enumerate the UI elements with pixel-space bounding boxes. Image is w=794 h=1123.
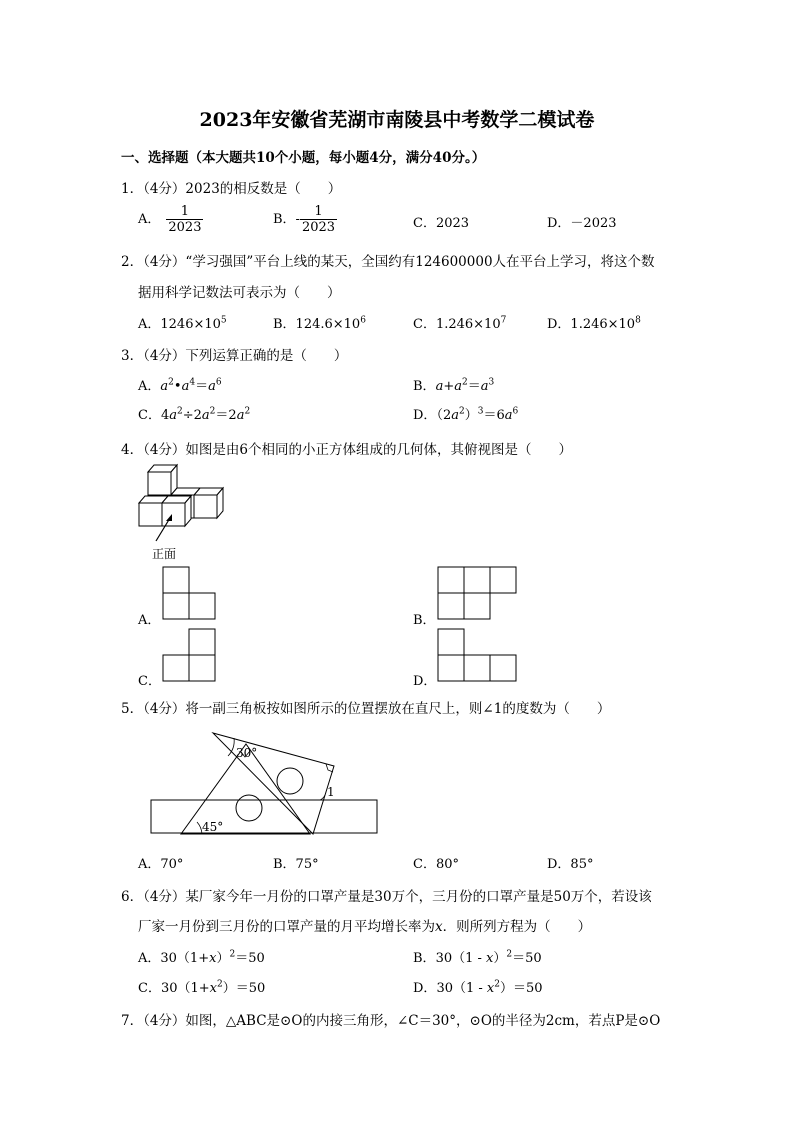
q5-option-b: B．75°: [273, 857, 319, 872]
q6-option-a: [138, 947, 265, 966]
q3-option-a: [138, 375, 222, 394]
q6-line-2-pre: 厂家一月份到三月份的口罩产量的月平均增长率为: [138, 919, 435, 935]
q2-option-a: [138, 313, 227, 332]
front-label: 正面: [152, 547, 177, 561]
question-2-line-1: 2．（4分）“学习强国”平台上线的某天，全国约有124600000人在平台上学习，将这个数: [121, 254, 655, 270]
angle-1-label: 1: [327, 785, 335, 799]
q6-line-2-post: ．则所列方程为（ ）: [442, 919, 592, 935]
question-4-stem: 4．（4分）如图是由6个相同的小正方体组成的几何体，其俯视图是（ ）: [121, 442, 573, 458]
section-heading: 一、选择题（本大题共10个小题，每小题4分，满分40分。）: [121, 150, 486, 166]
question-6-line-1: 6．（4分）某厂家今年一月份的口罩产量是30万个，三月份的口罩产量是50万个，若设该: [121, 889, 652, 905]
q6-option-c: [138, 977, 265, 996]
circle-hole-2: [236, 795, 262, 821]
q5-option-c: C．80°: [413, 857, 459, 872]
q3-option-a-expr: $a^2•a^4=a^6$: [160, 377, 222, 394]
q1-option-b: [273, 204, 337, 235]
question-6-line-2: [138, 915, 591, 935]
q6-option-c-expr: $30(1+x^2)=50$: [160, 979, 266, 996]
fraction-numerator: 1: [180, 204, 190, 219]
exponent: 6: [360, 315, 366, 326]
q3-option-c-label: C．: [138, 408, 161, 423]
q2-option-c: [413, 313, 506, 332]
q3-option-d: [413, 404, 518, 423]
angle-30-label: 30°: [236, 746, 258, 760]
exponent: 5: [220, 315, 227, 326]
page-title: 2023年安徽省芜湖市南陵县中考数学二模试卷: [199, 109, 595, 131]
q1-option-c: C．2023: [413, 216, 470, 231]
q3-option-d-label: D．: [413, 408, 437, 423]
q6-option-b: [413, 947, 542, 966]
q6-option-d-expr: $30(1 - x^2)=50$: [436, 979, 543, 996]
q6-option-a-expr: $30(1+x)^2=50$: [160, 949, 265, 966]
q1-option-b-label: B．-: [273, 212, 300, 227]
q4-option-d-figure: [437, 628, 519, 684]
q4-option-b-label: B．: [413, 613, 436, 628]
q2-option-d-text: D．1.246×10: [547, 317, 636, 332]
q5-figure: [150, 730, 380, 840]
q1-option-a: [138, 204, 203, 235]
q1-option-b-fraction: [300, 204, 337, 235]
q3-option-b-label: B．: [413, 379, 436, 394]
q1-option-d: D．－2023: [547, 216, 617, 231]
q3-option-c: [138, 404, 250, 423]
q6-option-a-label: A．: [138, 951, 161, 966]
question-5-stem: 5．（4分）将一副三角板按如图所示的位置摆放在直尺上，则∠1的度数为（ ）: [121, 701, 611, 717]
q3-option-b-expr: $a+a^2=a^3$: [435, 377, 495, 394]
question-2-line-2: 据用科学记数法可表示为（ ）: [138, 285, 341, 301]
question-1-stem: 1．（4分）2023的相反数是（ ）: [121, 181, 342, 197]
q2-option-b-text: B．124.6×10: [273, 317, 361, 332]
q6-option-b-expr: 30（1 - x）$^2$＝50: [435, 949, 542, 966]
q3-option-c-expr: $4a^2\div 2a^2=2a^2$: [160, 406, 251, 423]
exponent: 7: [500, 315, 507, 326]
q4-option-d-label: D．: [413, 674, 437, 689]
circle-hole-1: [277, 768, 303, 794]
fraction-denominator: 2023: [301, 220, 336, 235]
q5-option-a: A．70°: [138, 857, 184, 872]
fraction-denominator: 2023: [168, 220, 202, 235]
q6-option-d: [413, 977, 543, 996]
q5-option-d: D．85°: [547, 857, 594, 872]
q6-variable: x: [435, 919, 443, 935]
q4-solid-figure: [130, 458, 230, 568]
q6-option-d-label: D．: [413, 981, 437, 996]
question-3-stem: 3．（4分）下列运算正确的是（ ）: [121, 348, 348, 364]
q2-option-a-text: A．1246×10: [138, 317, 221, 332]
q2-option-b: [273, 313, 366, 332]
q4-option-a-figure: [162, 566, 218, 622]
q4-option-a-label: A．: [138, 613, 161, 628]
question-7-line-1: 7．（4分）如图，△ABC是⊙O的内接三角形，∠C＝30°，⊙O的半径为2cm，若点P是⊙O: [121, 1013, 661, 1029]
q6-option-b-label: B．: [413, 951, 436, 966]
q3-option-d-expr: $(2a^2)^3=6a^6$: [436, 406, 519, 423]
q2-option-d: [547, 313, 641, 332]
q4-option-c-figure: [162, 628, 218, 684]
q1-option-a-label: A．: [138, 212, 161, 227]
q3-option-b: [413, 375, 494, 394]
fraction-numerator: 1: [314, 204, 323, 219]
q4-option-b-figure: [437, 566, 519, 622]
q4-option-c-label: C．: [138, 674, 161, 689]
q3-option-a-label: A．: [138, 379, 161, 394]
angle-45-label: 45°: [202, 820, 224, 834]
q2-option-c-text: C．1.246×10: [413, 317, 501, 332]
exponent: 8: [635, 315, 641, 326]
q6-option-c-label: C．: [138, 981, 161, 996]
q1-option-a-fraction: [166, 204, 203, 235]
